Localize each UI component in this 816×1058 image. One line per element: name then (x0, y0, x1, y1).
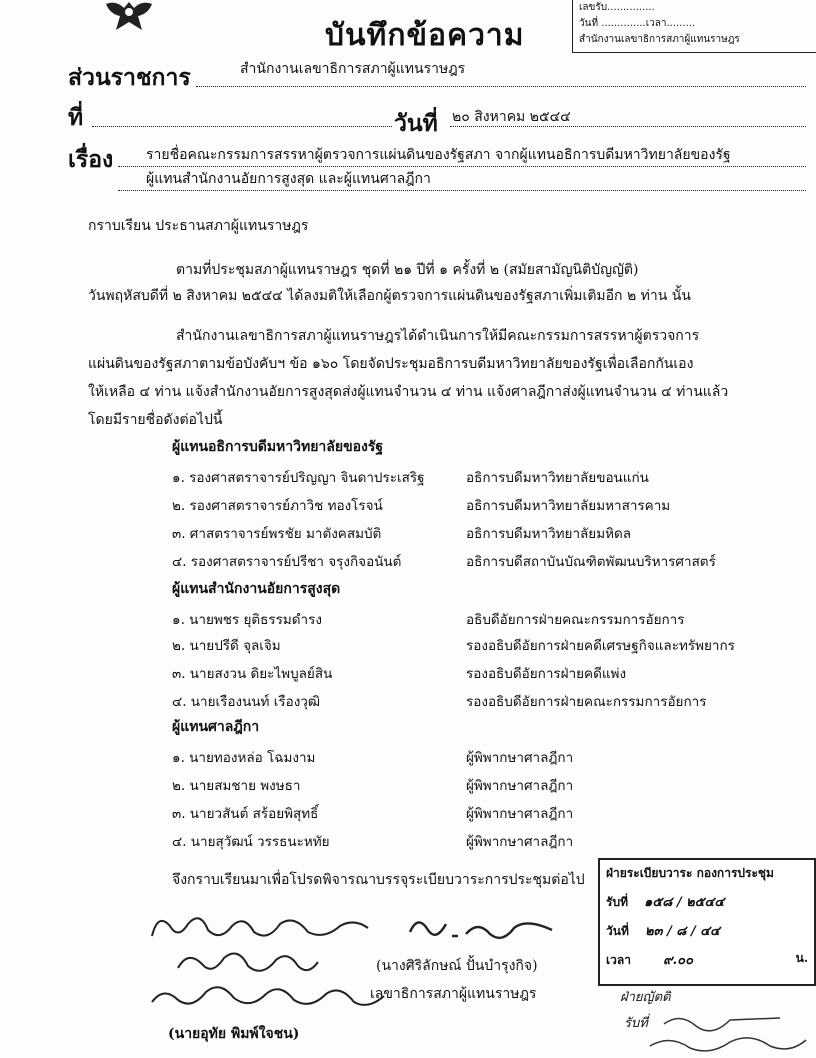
list-item (172, 830, 330, 852)
bottom-right-note-receipt: รับที่ (624, 1016, 648, 1031)
agenda-stamp-receipt-row (600, 887, 814, 916)
member-name: ๓. ศาสตราจารย์พรชัย มาตังคสมบัติ (172, 526, 382, 542)
agenda-stamp-date-label: วันที่ (606, 924, 629, 938)
member-position: อธิการบดีมหาวิทยาลัยมหาสารคาม (466, 498, 671, 514)
paragraph-2-line-2: แผ่นดินของรัฐสภาตามข้อบังคับฯ ข้อ ๑๖๐ โดยจัดประชุมอธิการบดีมหาวิทยาลัยของรัฐเพื่อเลือกกันเอง (88, 356, 694, 372)
member-name: ๔. รองศาสตราจารย์ปรีชา จรุงกิจอนันต์ (172, 554, 402, 570)
paragraph-1-line-1: ตามที่ประชุมสภาผู้แทนราษฎร ชุดที่ ๒๑ ปีที่ ๑ ครั้งที่ ๒ (สมัยสามัญนิติบัญญัติ) (176, 262, 639, 278)
list-item (172, 634, 281, 656)
agenda-stamp-title: ฝ่ายระเบียบวาระ กองการประชุม (606, 866, 774, 880)
subject-dotline-2 (118, 190, 806, 191)
paragraph-2-line-3: ให้เหลือ ๔ ท่าน แจ้งสำนักงานอัยการสูงสุดส่งผู้แทนจำนวน ๔ ท่าน แจ้งศาลฎีกาส่งผู้แทนจำนวน ๔ ท่านแล้ว (88, 384, 729, 400)
memo-title: บันทึกข้อความ (325, 18, 525, 53)
list-item (172, 746, 315, 768)
list-item (172, 690, 320, 712)
agenda-stamp-receipt-label: รับที่ (606, 895, 628, 909)
handwritten-annotations-signature (148, 906, 408, 1016)
member-name: ๔. นายเรืองนนท์ เรืองวุฒิ (172, 694, 321, 710)
salutation: กราบเรียน ประธานสภาผู้แทนราษฎร (88, 218, 309, 234)
member-name: ๒. รองศาสตราจารย์ภาวิช ทองโรจน์ (172, 498, 383, 514)
receipt-stamp (572, 0, 816, 53)
bottom-right-note-label: ฝ่ายญัตติ (620, 990, 671, 1005)
paragraph-2-line-1: สำนักงานเลขาธิการสภาผู้แทนราษฎรได้ดำเนินการให้มีคณะกรรมการสรรหาผู้ตรวจการ (176, 328, 700, 344)
member-position: ผู้พิพากษาศาลฎีกา (466, 750, 574, 766)
member-name: ๔. นายสุวัฒน์ วรรธนะหทัย (172, 834, 330, 850)
list-item (172, 774, 301, 796)
member-position: รองอธิบดีอัยการฝ่ายคดีเศรษฐกิจและทรัพยากร (466, 638, 735, 654)
date-label: วันที่ (394, 111, 438, 137)
bottom-left-name: (นายอุทัย พิมพ์ใจชน) (168, 1026, 300, 1042)
list-item (172, 550, 401, 572)
member-position: ผู้พิพากษาศาลฎีกา (466, 778, 574, 794)
signatory-name: (นางศิริลักษณ์ ปั้นบำรุงกิจ) (376, 958, 538, 974)
garuda-emblem-icon (98, 0, 160, 34)
subject-dotline-1 (118, 166, 806, 167)
member-position: อธิบดีอัยการฝ่ายคณะกรรมการอัยการ (466, 612, 685, 628)
closing-line: จึงกราบเรียนมาเพื่อโปรดพิจารณาบรรจุระเบียบวาระการประชุมต่อไป (172, 872, 585, 888)
member-position: อธิการบดีสถาบันบัณฑิตพัฒนบริหารศาสตร์ (466, 554, 716, 570)
list-item (172, 494, 383, 516)
ref-label: ที่ (68, 105, 84, 131)
agenda-stamp-time-label: เวลา (606, 953, 631, 967)
signatory-signature-mark (406, 910, 556, 950)
member-position: ผู้พิพากษาศาลฎีกา (466, 806, 574, 822)
date-value: ๒๐ สิงหาคม ๒๕๔๔ (452, 109, 571, 125)
member-position: รองอธิบดีอัยการฝ่ายคณะกรรมการอัยการ (466, 694, 707, 710)
member-name: ๓. นายวสันต์ สร้อยพิสุทธิ์ (172, 806, 319, 822)
subject-line-2: ผู้แทนสำนักงานอัยการสูงสุด และผู้แทนศาลฎีกา (146, 171, 431, 187)
bottom-right-scribble (640, 994, 810, 1054)
section-heading-universities: ผู้แทนอธิการบดีมหาวิทยาลัยของรัฐ (172, 439, 384, 455)
section-heading-attorney-general: ผู้แทนสำนักงานอัยการสูงสุด (172, 581, 341, 597)
paragraph-1-line-2: วันพฤหัสบดีที่ ๒ สิงหาคม ๒๕๔๔ ได้ลงมติให้เลือกผู้ตรวจการแผ่นดินของรัฐสภาเพิ่มเติมอีก ๒ ท่าน นั้น (88, 288, 691, 304)
subject-line-1: รายชื่อคณะกรรมการสรรหาผู้ตรวจการแผ่นดินของรัฐสภา จากผู้แทนอธิการบดีมหาวิทยาลัยของรัฐ (146, 147, 731, 163)
subject-label: เรื่อง (68, 147, 114, 173)
receipt-stamp-line1: เลขรับ............... (579, 2, 655, 13)
receipt-stamp-line3: สำนักงานเลขาธิการสภาผู้แทนราษฎร (579, 34, 740, 45)
member-name: ๑. รองศาสตราจารย์ปริญญา จินดาประเสริฐ (172, 470, 425, 486)
list-item (172, 608, 322, 630)
section-heading-supreme-court: ผู้แทนศาลฎีกา (172, 719, 260, 735)
member-name: ๒. นายสมชาย พงษธา (172, 778, 301, 794)
ref-dotline (92, 126, 392, 127)
list-item (172, 466, 425, 488)
member-name: ๓. นายสงวน ดิยะไพบูลย์สิน (172, 666, 333, 682)
list-item (172, 522, 381, 544)
office-label: ส่วนราชการ (68, 65, 191, 91)
agenda-stamp-unit: น. (795, 951, 808, 965)
paragraph-2-line-4: โดยมีรายชื่อดังต่อไปนี้ (88, 412, 223, 428)
agenda-stamp-time-value: ๙.๐๐ (663, 953, 694, 968)
agenda-stamp-time-row (600, 945, 814, 974)
member-name: ๑. นายทองหล่อ โฉมงาม (172, 750, 316, 766)
office-value: สำนักงานเลขาธิการสภาผู้แทนราษฎร (240, 61, 466, 77)
member-position: รองอธิบดีอัยการฝ่ายคดีแพ่ง (466, 666, 627, 682)
member-name: ๒. นายปรีดี จุลเจิม (172, 638, 281, 654)
member-position: อธิการบดีมหาวิทยาลัยมหิดล (466, 526, 632, 542)
agenda-stamp-date-value: ๒๓ / ๘ / ๔๔ (645, 924, 720, 939)
member-position: ผู้พิพากษาศาลฎีกา (466, 834, 574, 850)
agenda-stamp-receipt-value: ๑๕๘ / ๒๕๔๔ (644, 895, 725, 910)
member-name: ๑. นายพชร ยุติธรรมดำรง (172, 612, 322, 628)
agenda-stamp (598, 858, 816, 986)
agenda-stamp-date-row (600, 916, 814, 945)
list-item (172, 802, 318, 824)
office-dotline (196, 86, 806, 87)
signatory-title: เลขาธิการสภาผู้แทนราษฎร (370, 986, 537, 1002)
member-position: อธิการบดีมหาวิทยาลัยขอนแก่น (466, 470, 649, 486)
list-item (172, 662, 332, 684)
receipt-stamp-line2: วันที่ ..............เวลา......... (579, 18, 696, 29)
